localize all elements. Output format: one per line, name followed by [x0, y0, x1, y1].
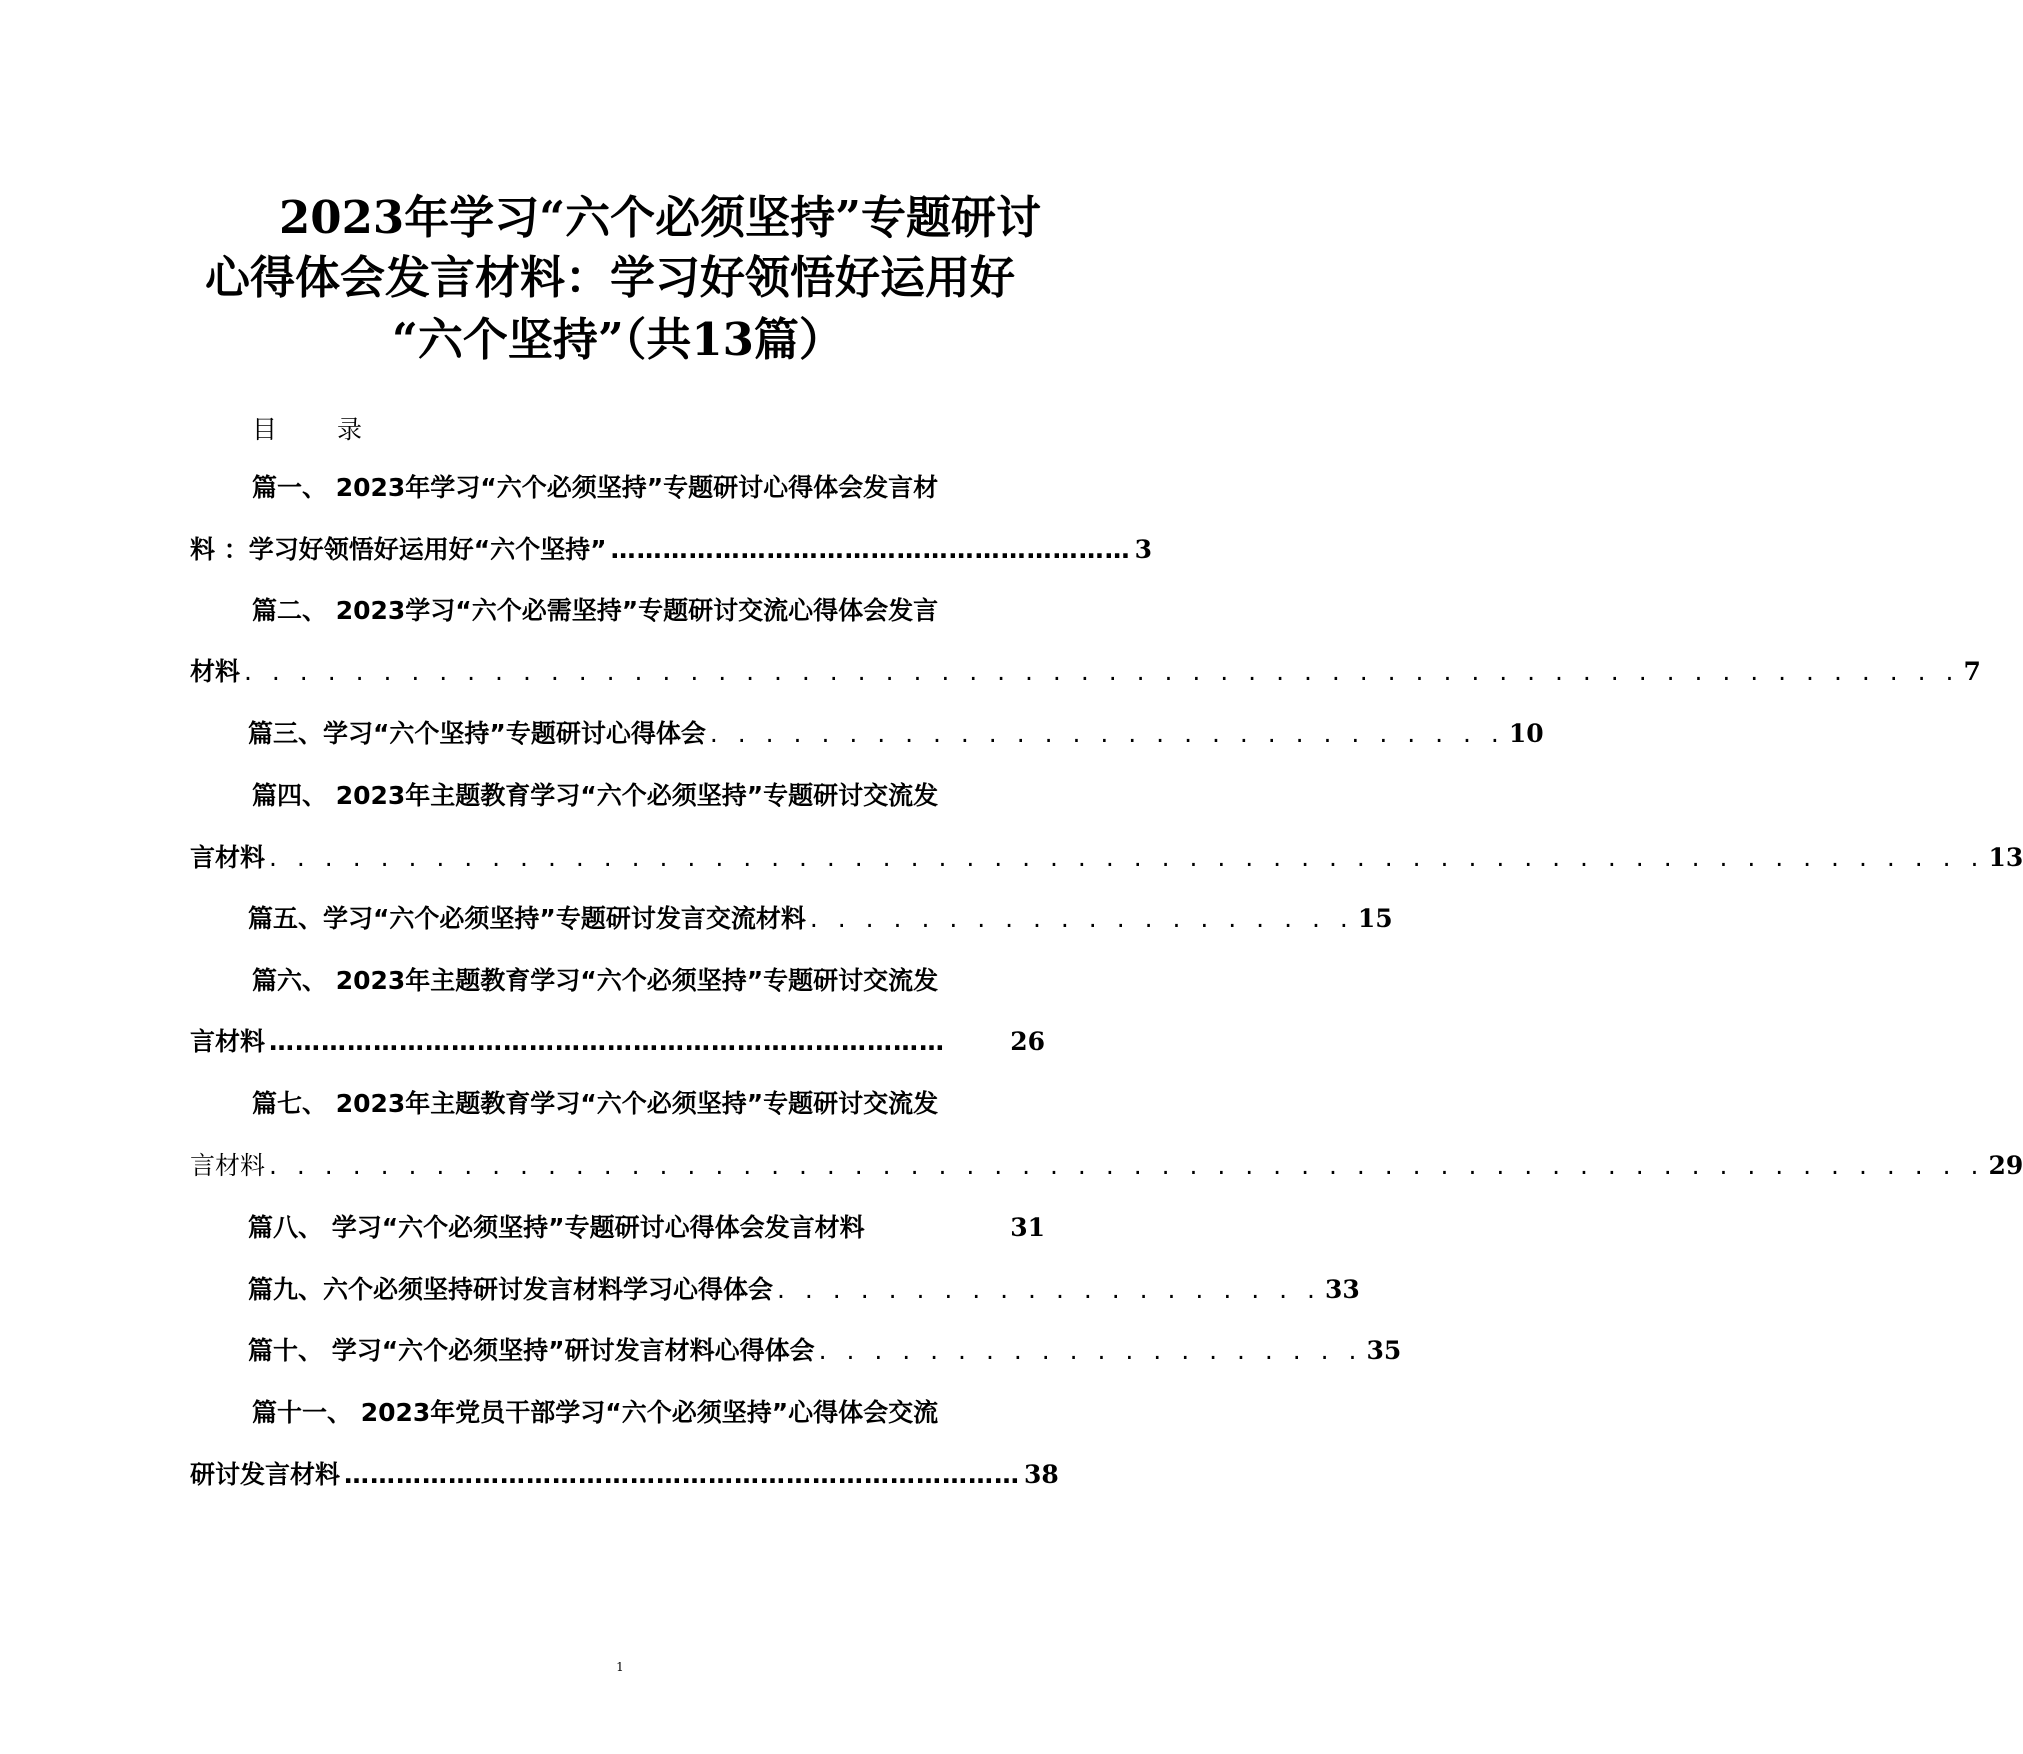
toc-page-number: 29	[1988, 1151, 2023, 1180]
toc-entry-2-line-2[interactable]	[190, 652, 1981, 692]
toc-entry-text: 篇九、六个必须坚持研讨发言材料学习心得体会	[248, 1275, 774, 1304]
dot-leader: ……………………………………………………………………	[269, 1027, 946, 1056]
toc-entry-text: 篇一、 2023年学习“六个必须坚持”专题研讨心得体会发言材	[252, 473, 939, 502]
dot-leader: . . . . . . . . . . . . . . . . . . . . . . . . . . . . . . . . . . . . . . . . . . . . . . . . . . . . . . . . . . . . . .	[244, 657, 1960, 686]
dot-leader: . . . . . . . . . . . . . . . . . . . .	[818, 1336, 1363, 1365]
toc-entry-text: 篇七、 2023年主题教育学习“六个必须坚持”专题研讨交流发	[252, 1089, 939, 1118]
toc-entry-2-line-1[interactable]	[252, 591, 1045, 631]
dot-leader: . . . . . . . . . . . . . . . . . . . .	[777, 1275, 1321, 1304]
toc-entry-3[interactable]	[248, 714, 1544, 754]
toc-page-number: 10	[1508, 719, 1544, 748]
toc-entry-text: 篇二、 2023学习“六个必需坚持”专题研讨交流心得体会发言	[252, 596, 939, 625]
toc-page-number: 3	[1134, 535, 1152, 564]
document-title-line-2: 心得体会发言材料：学习好领悟好运用好	[204, 251, 1015, 304]
toc-entry-5[interactable]	[248, 899, 1393, 939]
toc-entry-text: 篇十、 学习“六个必须坚持”研讨发言材料心得体会	[248, 1336, 815, 1365]
toc-entry-7-line-1[interactable]	[252, 1084, 1045, 1124]
toc-page-number: 15	[1357, 904, 1393, 933]
toc-entry-text: 篇八、 学习“六个必须坚持”专题研讨心得体会发言材料	[248, 1213, 865, 1242]
toc-page-number: 33	[1324, 1275, 1360, 1304]
toc-page-number: 38	[1024, 1460, 1059, 1489]
dot-leader: . . . . . . . . . . . . . . . . . . . . . . . . . . . . . . . . . . . . . . . . . . . . . . . . . . . . . . . . . . . . . .	[269, 843, 1985, 872]
document-title-line-1: 2023年学习“六个必须坚持”专题研讨	[278, 191, 1041, 244]
toc-entry-text: 篇四、 2023年主题教育学习“六个必须坚持”专题研讨交流发	[252, 781, 939, 810]
dot-leader: . . . . . . . . . . . . . . . . . . . . . . . . . . . . .	[709, 719, 1505, 748]
toc-entry-1-line-2[interactable]	[190, 530, 1152, 570]
toc-entry-text: 言材料	[190, 843, 266, 872]
toc-entry-11-line-1[interactable]	[252, 1393, 1045, 1433]
dot-leader: ……………………………………………………………………	[344, 1460, 1021, 1489]
toc-entry-6-line-1[interactable]	[252, 961, 1045, 1001]
toc-entry-8[interactable]	[248, 1208, 1045, 1248]
dot-leader: ……………………………………………………	[610, 535, 1131, 564]
toc-heading: 目 录	[252, 415, 388, 444]
toc-entry-10[interactable]	[248, 1331, 1402, 1371]
document-title-line-3: “六个坚持”（共13篇）	[392, 313, 844, 366]
toc-entry-4-line-2[interactable]	[190, 838, 2023, 878]
toc-page-number: 7	[1963, 657, 1981, 686]
dot-leader: . . . . . . . . . . . . . . . . . . . . . . . . . . . . . . . . . . . . . . . . . . . . . . . . . . . . . . . . . . . . . .	[269, 1151, 1985, 1180]
toc-page-number: 31	[1010, 1213, 1045, 1242]
toc-page-number: 35	[1366, 1336, 1402, 1365]
toc-page-number: 13	[1988, 843, 2023, 872]
toc-entry-11-line-2[interactable]	[190, 1455, 1059, 1495]
toc-page-number: 26	[1010, 1027, 1045, 1056]
toc-entry-text: 言材料	[190, 1151, 266, 1180]
toc-entry-text: 材料	[190, 657, 241, 686]
toc-entry-4-line-1[interactable]	[252, 776, 1045, 816]
toc-entry-text: 篇三、学习“六个坚持”专题研讨心得体会	[248, 719, 706, 748]
toc-entry-9[interactable]	[248, 1270, 1360, 1310]
toc-entry-text: 料 ：学习好领悟好运用好“六个坚持”	[190, 535, 607, 564]
toc-entry-text: 研讨发言材料	[190, 1460, 341, 1489]
toc-entry-1-line-1[interactable]	[252, 468, 1045, 508]
toc-entry-text: 篇六、 2023年主题教育学习“六个必须坚持”专题研讨交流发	[252, 966, 939, 995]
toc-entry-text: 篇十一、 2023年党员干部学习“六个必须坚持”心得体会交流	[252, 1398, 939, 1427]
toc-entry-6-line-2[interactable]	[190, 1022, 1045, 1062]
toc-entry-text: 篇五、学习“六个必须坚持”专题研讨发言交流材料	[248, 904, 806, 933]
toc-entry-text: 言材料	[190, 1027, 266, 1056]
toc-entry-7-line-2[interactable]	[190, 1146, 2023, 1186]
footer-page-number: 1	[616, 1660, 624, 1674]
dot-leader: . . . . . . . . . . . . . . . . . . . .	[809, 904, 1354, 933]
